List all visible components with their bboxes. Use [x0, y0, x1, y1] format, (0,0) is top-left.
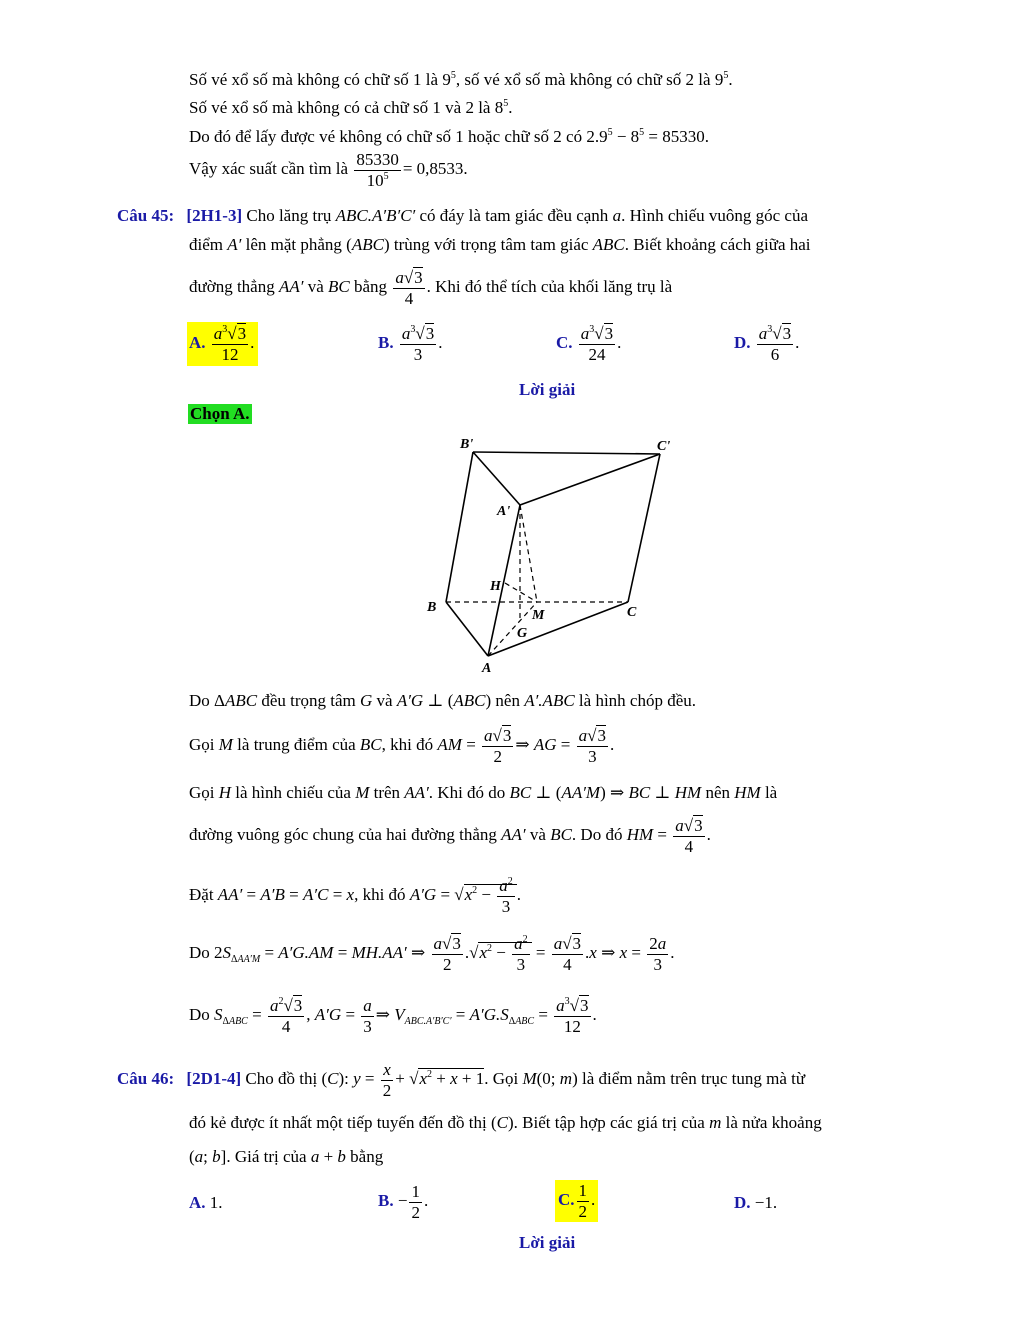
- label-c: C: [627, 605, 637, 620]
- q45-option-a[interactable]: A. $\frac{a^3√3}{12}$ .: [187, 322, 258, 366]
- label-h: H: [490, 579, 501, 594]
- sol45-line-6: Do $2S_{\Delta AA'M} = A'G.AM = MH.AA'$ ⇒ $\frac{a√3}{2}$ $.√x^2$ − $\frac{a^2}{3}$ = $\frac{a√3}{4}$ .x ⇒ x = $\frac{2a}{3}$ .: [189, 934, 675, 974]
- q46-option-d[interactable]: D. −1.: [734, 1193, 778, 1212]
- q46-option-a[interactable]: A. 1.: [189, 1193, 223, 1212]
- edge-am: [488, 602, 537, 656]
- edge-cc1: [628, 454, 660, 602]
- label-b: B: [427, 600, 437, 615]
- label-a1: A': [497, 504, 511, 519]
- intro-line-1: Số vé xổ số mà không có chữ số 1 là $9^5$, số vé xổ số mà không có chữ số 2 là $9^5$.: [189, 70, 733, 89]
- edge-ac: [488, 602, 628, 656]
- edge-hm: [505, 583, 537, 602]
- sol45-line-7: Do $S_{\Delta ABC}$ = $\frac{a^2√3}{4}$ , A′G = $\frac{a}{3}$ ⇒ $V_{ABC.A'B'C'} = A'G.S_{\Delta ABC}$ = $\frac{a^3√3}{12}$ .: [189, 996, 597, 1036]
- edge-a1m: [520, 505, 537, 602]
- q46-tag: [2D1-4]: [186, 1068, 242, 1088]
- q45-option-b[interactable]: B. $\frac{a^3√3}{3}$ .: [378, 324, 443, 364]
- q46-line-3: (a; b]. Giá trị của a + b bằng: [189, 1147, 384, 1166]
- q45-line-2: điểm A′ lên mặt phẳng (ABC) trùng với trọng tâm tam giác ABC. Biết khoảng cách giữa hai: [189, 235, 811, 254]
- q45-tag: [2H1-3]: [186, 206, 243, 225]
- sol45-line-5: Đặt AA′ = A′B = A′C = x, khi đó $A'G = √x^2$ − $\frac{a^2}{3}$ .: [189, 876, 522, 916]
- intro-line-4: Vậy xác suất cần tìm là $\frac{85330}{10^5}$ = 0,8533.: [189, 150, 468, 190]
- edge-b1c1: [473, 452, 660, 454]
- edge-ab: [446, 602, 488, 656]
- label-b1: B': [460, 437, 474, 452]
- q45-line-1: Câu 45: [2H1-3] Cho lăng trụ ABC.A′B′C′ có đáy là tam giác đều cạnh a. Hình chiếu vuông góc của: [117, 206, 809, 225]
- edge-a1c1: [520, 454, 660, 505]
- q45-solution-title: Lời giải: [519, 380, 576, 399]
- sol45-line-2: Gọi M là trung điểm của BC, khi đó AM = $\frac{a√3}{2}$ ⇒ AG = $\frac{a√3}{3}$ .: [189, 726, 615, 766]
- q45-label: Câu 45:: [117, 206, 175, 225]
- edge-bb1: [446, 452, 473, 602]
- label-m: M: [532, 608, 545, 623]
- q45-line-3: đường thẳng AA′ và BC bằng $\frac{a√3}{4}$ . Khi đó thể tích của khối lăng trụ là: [189, 268, 673, 308]
- label-a: A: [482, 661, 492, 676]
- intro-line-3: Do đó để lấy được vé không có chữ số 1 hoặc chữ số 2 có $2.9^5 - 8^5 = 85330$.: [189, 127, 710, 146]
- q46-label: Câu 46:: [117, 1068, 175, 1088]
- intro-line-2: Số vé xổ số mà không có cả chữ số 1 và 2 là $8^5$.: [189, 98, 513, 117]
- edge-b1a1: [473, 452, 520, 505]
- q46-line-2: đó kẻ được ít nhất một tiếp tuyến đến đồ thị (C). Biết tập hợp các giá trị của m là nửa khoảng: [189, 1113, 822, 1132]
- q45-option-c[interactable]: C. $\frac{a^3√3}{24}$ .: [556, 324, 622, 364]
- q46-option-c[interactable]: C. $\frac{1}{2}$ .: [555, 1180, 598, 1222]
- sol45-line-1: Do ΔABC đều trọng tâm G và A′G ⊥ (ABC) nên A′.ABC là hình chóp đều.: [189, 691, 697, 710]
- q46-option-b[interactable]: B. − $\frac{1}{2}$ .: [378, 1182, 429, 1222]
- prism-figure: [420, 430, 700, 680]
- q45-choice: Chọn A.: [190, 404, 250, 423]
- q46-line-1: Câu 46: [2D1-4] Cho đồ thị (C): y = $\frac{x}{2}$ + $√x^2 + x + 1$. Gọi M(0; m) là điểm nằm trên trục tung mà từ: [117, 1060, 806, 1100]
- label-g: G: [517, 626, 528, 641]
- label-c1: C': [657, 439, 671, 454]
- sol45-line-4: đường vuông góc chung của hai đường thẳng AA′ và BC. Do đó HM = $\frac{a√3}{4}$ .: [189, 816, 711, 856]
- q46-solution-title: Lời giải: [519, 1233, 576, 1252]
- sol45-line-3: Gọi H là hình chiếu của M trên AA′. Khi đó do BC ⊥ (AA′M) ⇒ BC ⊥ HM nên HM là: [189, 783, 778, 802]
- q45-option-d[interactable]: D. $\frac{a^3√3}{6}$ .: [734, 324, 800, 364]
